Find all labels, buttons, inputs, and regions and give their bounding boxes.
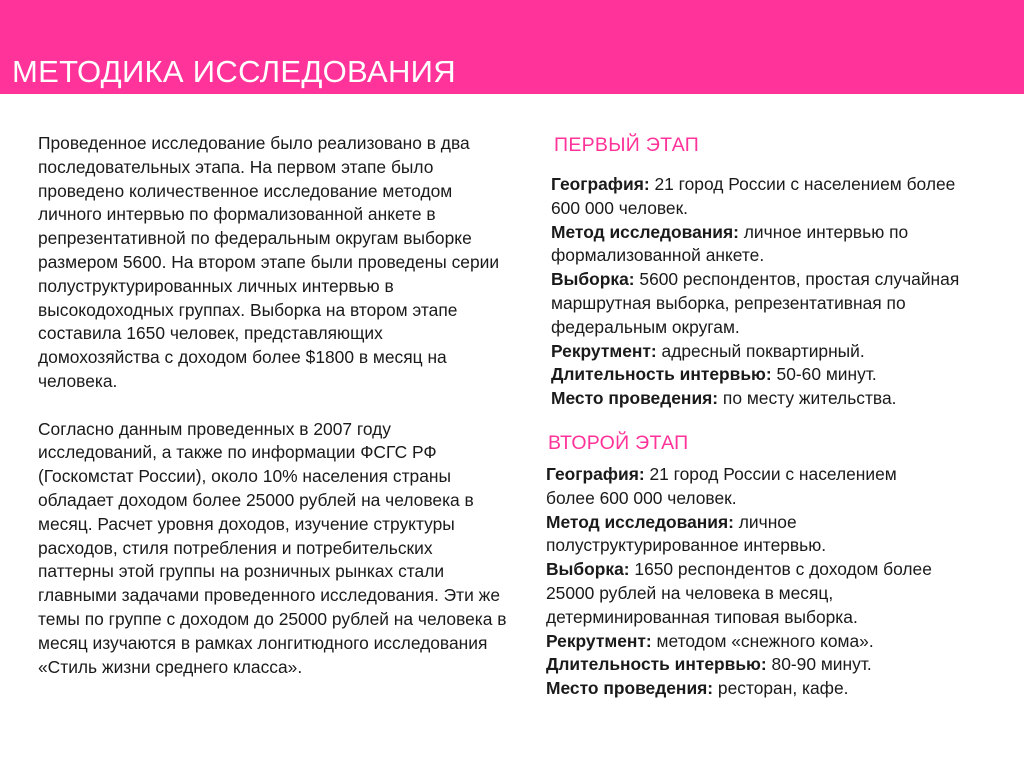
detail-value: 50-60 минут. (771, 364, 877, 385)
detail-value: личное полуструктурированное интервью. (546, 511, 827, 556)
detail-label: Место проведения: (546, 678, 714, 699)
detail-label: География: (546, 464, 645, 484)
page-title: МЕТОДИКА ИССЛЕДОВАНИЯ (12, 54, 456, 89)
detail-label: Рекрутмент: (546, 630, 652, 651)
stage2-method (546, 511, 946, 559)
stage1-location (551, 387, 961, 411)
detail-value: методом «снежного кома». (651, 630, 874, 651)
detail-value: по месту жительства. (718, 388, 897, 409)
stage1-duration (551, 363, 961, 387)
stage1-method (551, 221, 961, 269)
stage2-heading: ВТОРОЙ ЭТАП (548, 432, 689, 454)
detail-label: Длительность интервью: (546, 654, 767, 675)
detail-label: Выборка: (546, 559, 630, 580)
detail-value: личное интервью по формализованной анкете. (551, 221, 909, 266)
stage2-details (546, 463, 946, 701)
stage2-geography (546, 463, 946, 511)
stage2-recruitment (546, 630, 946, 654)
detail-value: 1650 респондентов с доходом более 25000 рублей на человека в месяц, детерминированная типовая выборка. (546, 559, 932, 627)
detail-label: Длительность интервью: (551, 364, 772, 385)
detail-label: Метод исследования: (551, 221, 739, 242)
detail-label: Место проведения: (551, 388, 719, 409)
detail-value: адресный поквартирный. (656, 340, 865, 361)
detail-label: География: (551, 174, 650, 194)
stage1-heading: ПЕРВЫЙ ЭТАП (554, 134, 700, 156)
detail-value: 80-90 минут. (766, 654, 872, 675)
description-paragraph-2: Согласно данным проведенных в 2007 году исследований, а также по информации ФСГС РФ (Госкомстат России), около 10% населения страны обладает доходом более 25000 рублей на человека в месяц. Расчет уровня доходов, изучение структуры расходов, стиля потребления и потребительских паттерны этой группы на розничных рынках стали главными задачами проведенного исследования. Эти же темы по группе с доходом до 25000 рублей на человека в месяц изучаются в рамках лонгитюдного исследования «Стиль жизни среднего класса». (38, 418, 507, 677)
detail-label: Рекрутмент: (551, 340, 657, 361)
detail-value: 21 город России с населением более 600 000 человек. (551, 174, 956, 218)
stage2-duration (546, 653, 946, 677)
detail-value: 5600 респондентов, простая случайная маршрутная выборка, репрезентативная по федеральным округам. (551, 269, 960, 337)
description-paragraph-1: Проведенное исследование было реализовано в два последовательных этапа. На первом этапе было проведено количественное исследование методом личного интервью по формализованной анкете в репрезентативной по федеральным округам выборке размером 5600. На втором этапе были проведены серии полуструктурированных личных интервью в высокодоходных группах. Выборка на втором этапе составила 1650 человек, представляющих домохозяйства с доходом более $1800 в месяц на человека. (38, 133, 500, 391)
detail-label: Выборка: (551, 269, 635, 290)
description-column (38, 132, 508, 679)
detail-value: ресторан, кафе. (713, 678, 849, 699)
stage1-sample (551, 268, 961, 339)
header-banner (0, 0, 1024, 94)
detail-label: Метод исследования: (546, 511, 734, 532)
detail-value: 21 город России с населением более 600 000 человек. (546, 464, 897, 508)
stage1-details (551, 173, 961, 411)
stage2-sample (546, 558, 946, 629)
stage1-geography (551, 173, 961, 221)
stage2-location (546, 677, 946, 701)
stage1-recruitment (551, 340, 961, 364)
